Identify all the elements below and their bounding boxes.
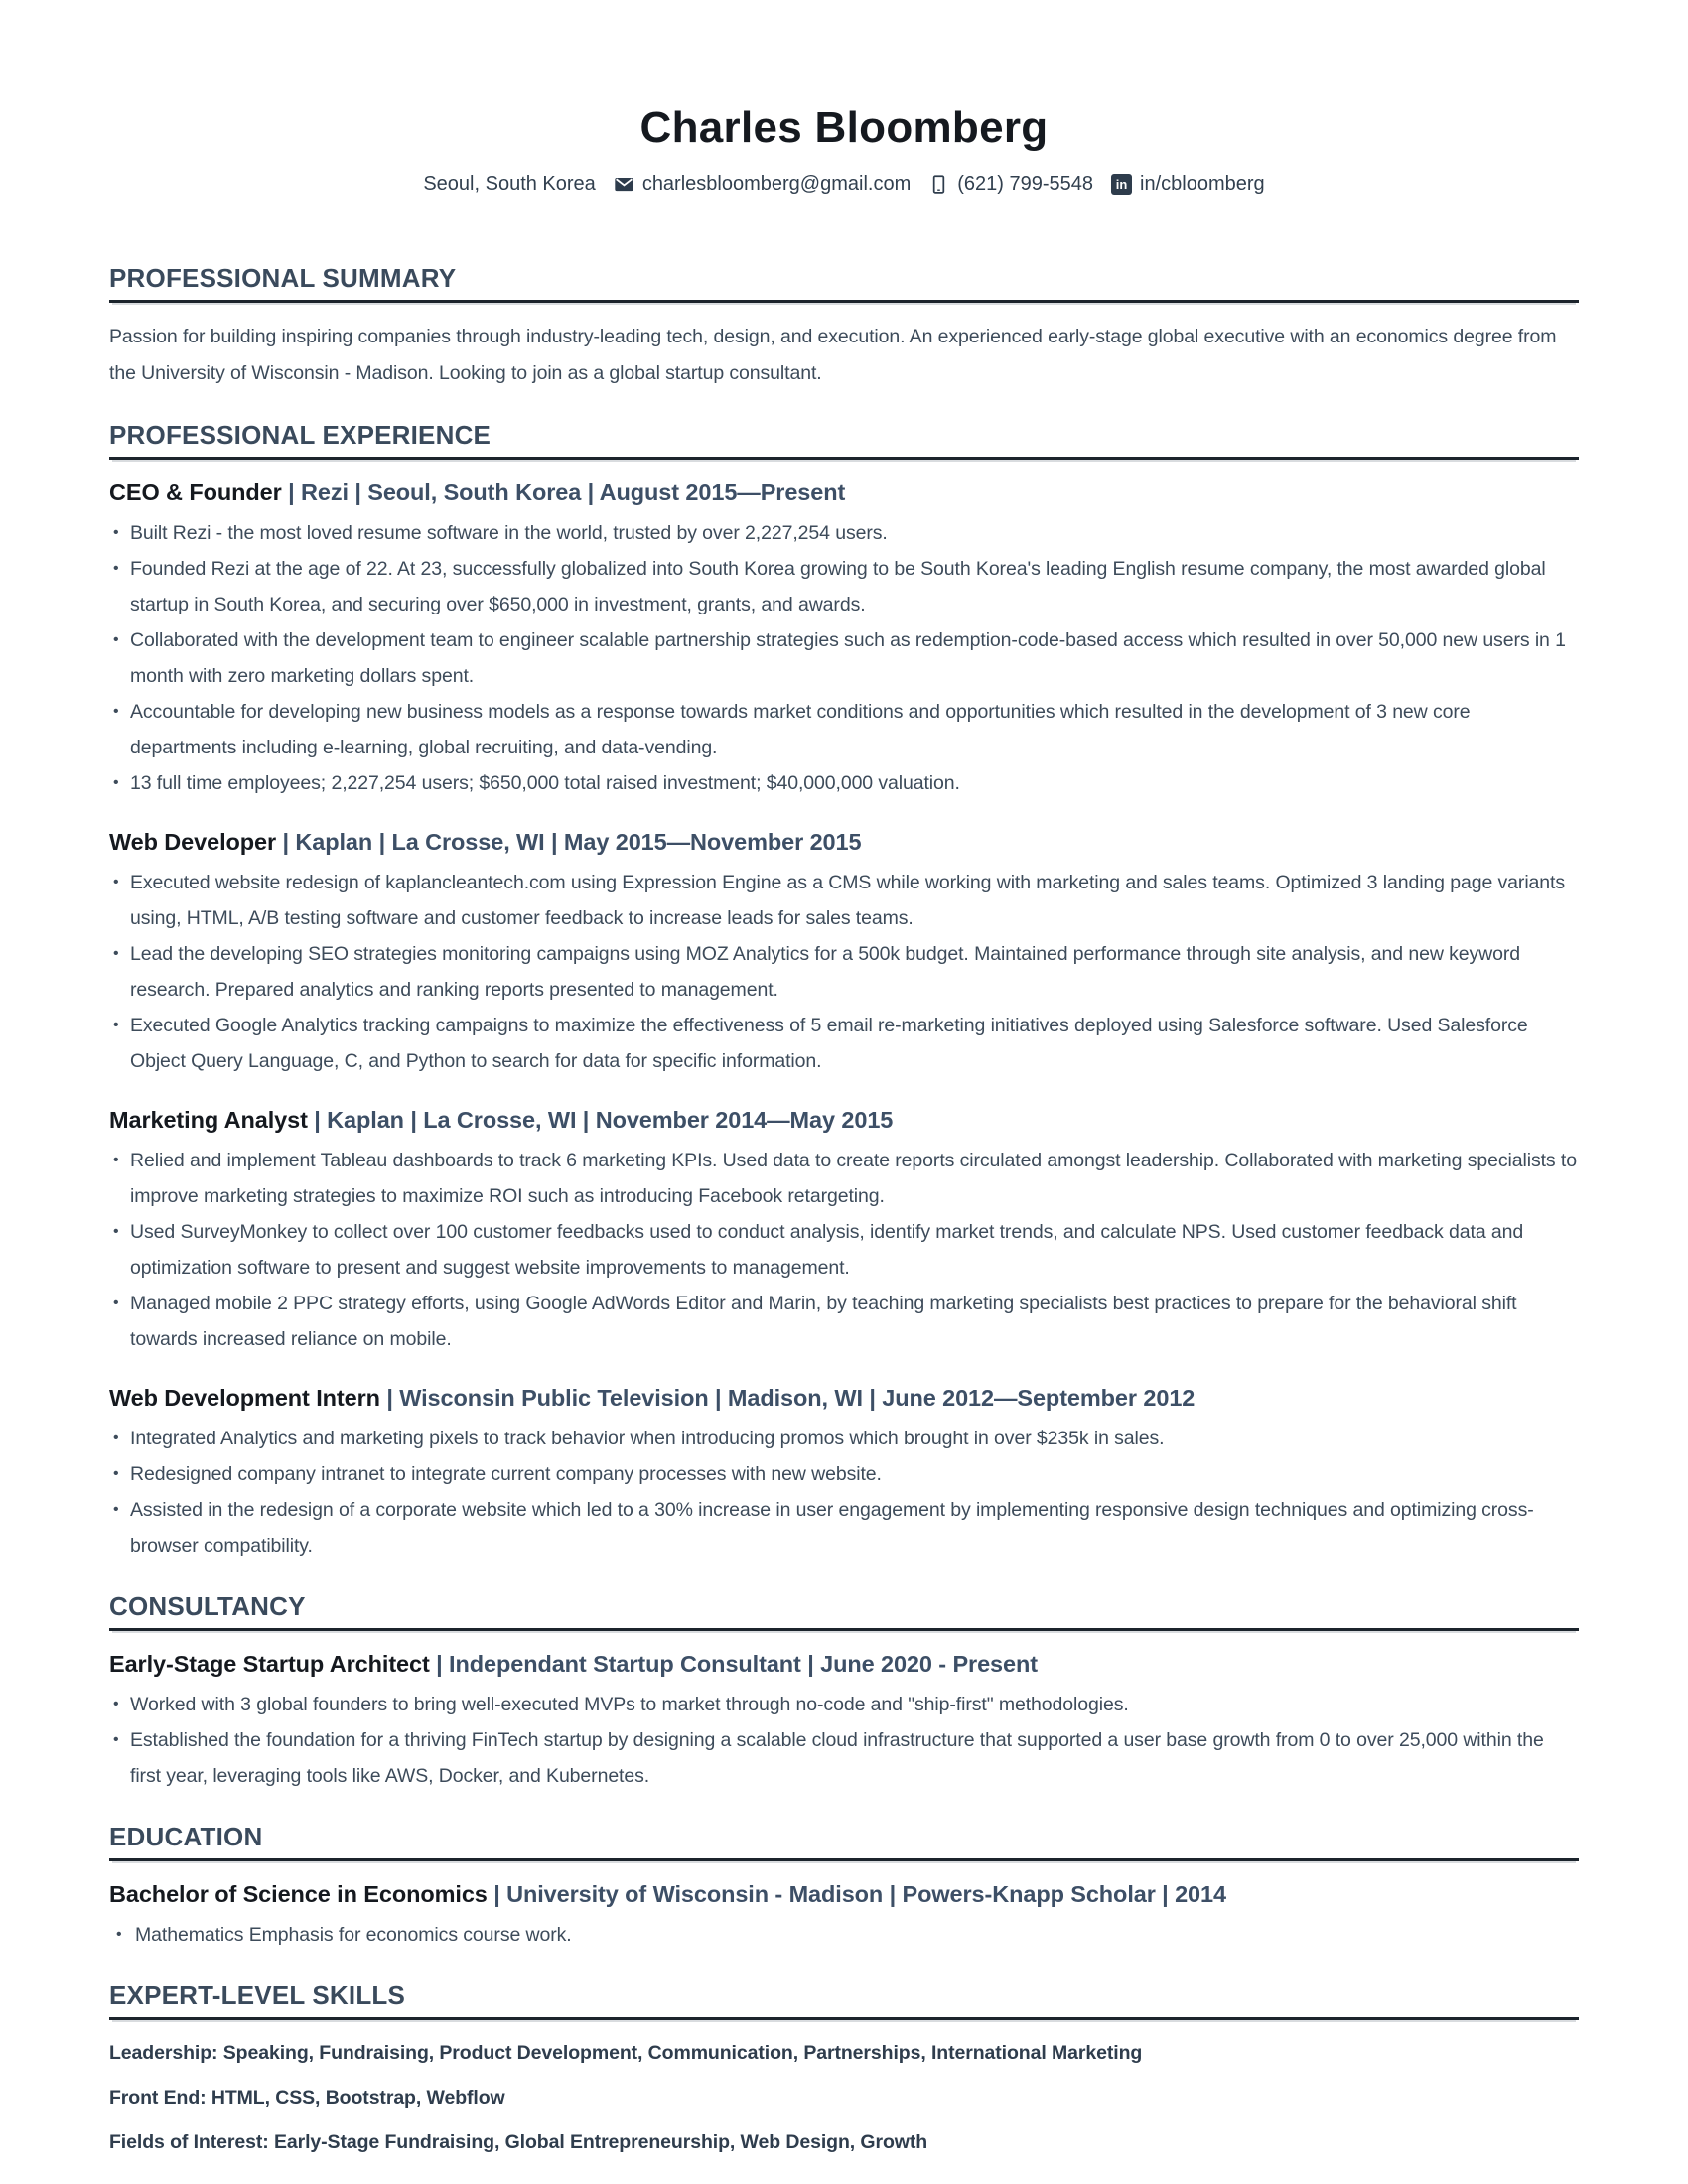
section-heading: EXPERT-LEVEL SKILLS — [109, 1980, 1579, 2020]
section-heading: CONSULTANCY — [109, 1591, 1579, 1631]
linkedin-icon: in — [1111, 174, 1132, 195]
bullet-list — [109, 865, 1579, 1079]
bullet-item: • Integrated Analytics and marketing pixels to track behavior when introducing promos which brought in over $235k in sales. — [109, 1421, 1579, 1456]
job-entry-ceo-founder — [109, 478, 1579, 801]
job-role: Early-Stage Startup Architect — [109, 1651, 430, 1677]
skill-line-front-end: Front End: HTML, CSS, Bootstrap, Webflow — [109, 2087, 505, 2109]
degree-name: Bachelor of Science in Economics — [109, 1881, 488, 1907]
bullet-list — [109, 1143, 1579, 1357]
section-professional-experience — [109, 420, 1579, 1564]
skill-line-leadership: Leadership: Speaking, Fundraising, Product Development, Communication, Partnerships, International Marketing — [109, 2042, 1143, 2064]
bullet-list — [109, 1917, 1579, 1953]
job-entry-marketing-analyst — [109, 1105, 1579, 1357]
bullet-item: • Lead the developing SEO strategies monitoring campaigns using MOZ Analytics for a 500k budget. Maintained performance through site analysis, and new keyword research. Prepared analytics and ranking reports presented to management. — [109, 936, 1579, 1008]
job-entry-web-developer — [109, 827, 1579, 1079]
education-entry — [109, 1879, 1579, 1953]
bullet-item: • Executed website redesign of kaplancleantech.com using Expression Engine as a CMS while working with marketing and sales teams. Optimized 3 landing page variants using, HTML, A/B testing software and customer feedback to increase leads for sales teams. — [109, 865, 1579, 936]
bullet-item: • Worked with 3 global founders to bring well-executed MVPs to market through no-code and "ship-first" methodologies. — [109, 1687, 1579, 1722]
degree-meta: | University of Wisconsin - Madison | Powers-Knapp Scholar | 2014 — [493, 1881, 1226, 1907]
bullet-item: • Built Rezi - the most loved resume software in the world, trusted by over 2,227,254 users. — [109, 515, 1579, 551]
job-meta: | Kaplan | La Crosse, WI | May 2015—November 2015 — [282, 829, 862, 855]
bullet-list — [109, 1421, 1579, 1564]
bullet-item: • 13 full time employees; 2,227,254 users; $650,000 total raised investment; $40,000,000 valuation. — [109, 765, 1579, 801]
section-expert-level-skills — [109, 1980, 1579, 2154]
bullet-item: • Used SurveyMonkey to collect over 100 customer feedbacks used to conduct analysis, identify market trends, and calculate NPS. Used customer feedback data and optimization software to present and suggest website improvements to management. — [109, 1214, 1579, 1286]
skill-line-fields-of-interest: Fields of Interest: Early-Stage Fundraising, Global Entrepreneurship, Web Design, Growth — [109, 2131, 928, 2153]
person-name: Charles Bloomberg — [639, 103, 1049, 152]
job-role: Web Development Intern — [109, 1385, 380, 1411]
phone-item — [928, 173, 1093, 196]
bullet-item: • Assisted in the redesign of a corporate website which led to a 30% increase in user engagement by implementing responsive design techniques and optimizing cross-browser compatibility. — [109, 1492, 1579, 1564]
linkedin-text: in/cbloomberg — [1140, 173, 1265, 195]
phone-text: (621) 799-5548 — [957, 173, 1094, 195]
bullet-item: • Mathematics Emphasis for economics course work. — [109, 1917, 1579, 1953]
mobile-phone-icon — [928, 174, 949, 195]
email-item — [614, 173, 911, 196]
section-professional-summary — [109, 263, 1579, 392]
job-meta: | Wisconsin Public Television | Madison, WI | June 2012—September 2012 — [386, 1385, 1196, 1411]
section-heading: EDUCATION — [109, 1822, 1579, 1861]
bullet-item: • Relied and implement Tableau dashboards to track 6 marketing KPIs. Used data to create reports circulated amongst leadership. Collaborated with marketing specialists to improve marketing strategies to maximize ROI such as introducing Facebook retargeting. — [109, 1143, 1579, 1214]
envelope-icon — [614, 174, 634, 195]
job-title-line — [109, 1383, 1579, 1413]
job-entry-web-development-intern — [109, 1383, 1579, 1564]
section-consultancy — [109, 1591, 1579, 1794]
bullet-list — [109, 515, 1579, 801]
job-role: Web Developer — [109, 829, 277, 855]
bullet-item: • Executed Google Analytics tracking campaigns to maximize the effectiveness of 5 email re-marketing initiatives deployed using Salesforce software. Used Salesforce Object Query Language, C, and Python to search for data for specific information. — [109, 1008, 1579, 1079]
job-meta: | Rezi | Seoul, South Korea | August 2015—Present — [288, 479, 846, 505]
section-heading: PROFESSIONAL EXPERIENCE — [109, 420, 1579, 460]
bullet-item: • Accountable for developing new business models as a response towards market conditions and opportunities which resulted in the development of 3 new core departments including e-learning, global recruiting, and data-vending. — [109, 694, 1579, 765]
email-text: charlesbloomberg@gmail.com — [641, 173, 912, 195]
job-meta: | Independant Startup Consultant | June 2020 - Present — [436, 1651, 1038, 1677]
bullet-item: • Founded Rezi at the age of 22. At 23, successfully globalized into South Korea growing to be South Korea's leading English resume company, the most awarded global startup in South Korea, and securing over $650,000 in investment, grants, and awards. — [109, 551, 1579, 622]
summary-text: Passion for building inspiring companies through industry-leading tech, design, and execution. An experienced early-stage global executive with an economics degree from the University of Wisconsin - Madison. Looking to join as a global startup consultant. — [109, 326, 1557, 384]
section-heading: PROFESSIONAL SUMMARY — [109, 263, 1579, 303]
resume-header — [109, 103, 1579, 196]
job-role: Marketing Analyst — [109, 1107, 308, 1133]
job-title-line — [109, 478, 1579, 507]
linkedin-item — [1111, 173, 1265, 196]
contact-row — [109, 173, 1579, 196]
job-title-line — [109, 827, 1579, 857]
job-role: CEO & Founder — [109, 479, 282, 505]
bullet-item: • Managed mobile 2 PPC strategy efforts, using Google AdWords Editor and Marin, by teaching marketing specialists best practices to prepare for the behavioral shift towards increased reliance on mobile. — [109, 1286, 1579, 1357]
bullet-item: • Collaborated with the development team to engineer scalable partnership strategies such as redemption-code-based access which resulted in over 50,000 new users in 1 month with zero marketing dollars spent. — [109, 622, 1579, 694]
bullet-item: • Established the foundation for a thriving FinTech startup by designing a scalable cloud infrastructure that supported a user base growth from 0 to over 25,000 within the first year, leveraging tools like AWS, Docker, and Kubernetes. — [109, 1722, 1579, 1794]
bullet-list — [109, 1687, 1579, 1794]
location-text: Seoul, South Korea — [423, 173, 596, 195]
bullet-item: • Redesigned company intranet to integrate current company processes with new website. — [109, 1456, 1579, 1492]
job-title-line — [109, 1105, 1579, 1135]
job-entry-startup-architect — [109, 1649, 1579, 1794]
location-item — [423, 173, 595, 196]
section-education — [109, 1822, 1579, 1953]
job-meta: | Kaplan | La Crosse, WI | November 2014—May 2015 — [314, 1107, 894, 1133]
degree-title-line — [109, 1879, 1579, 1909]
job-title-line — [109, 1649, 1579, 1679]
